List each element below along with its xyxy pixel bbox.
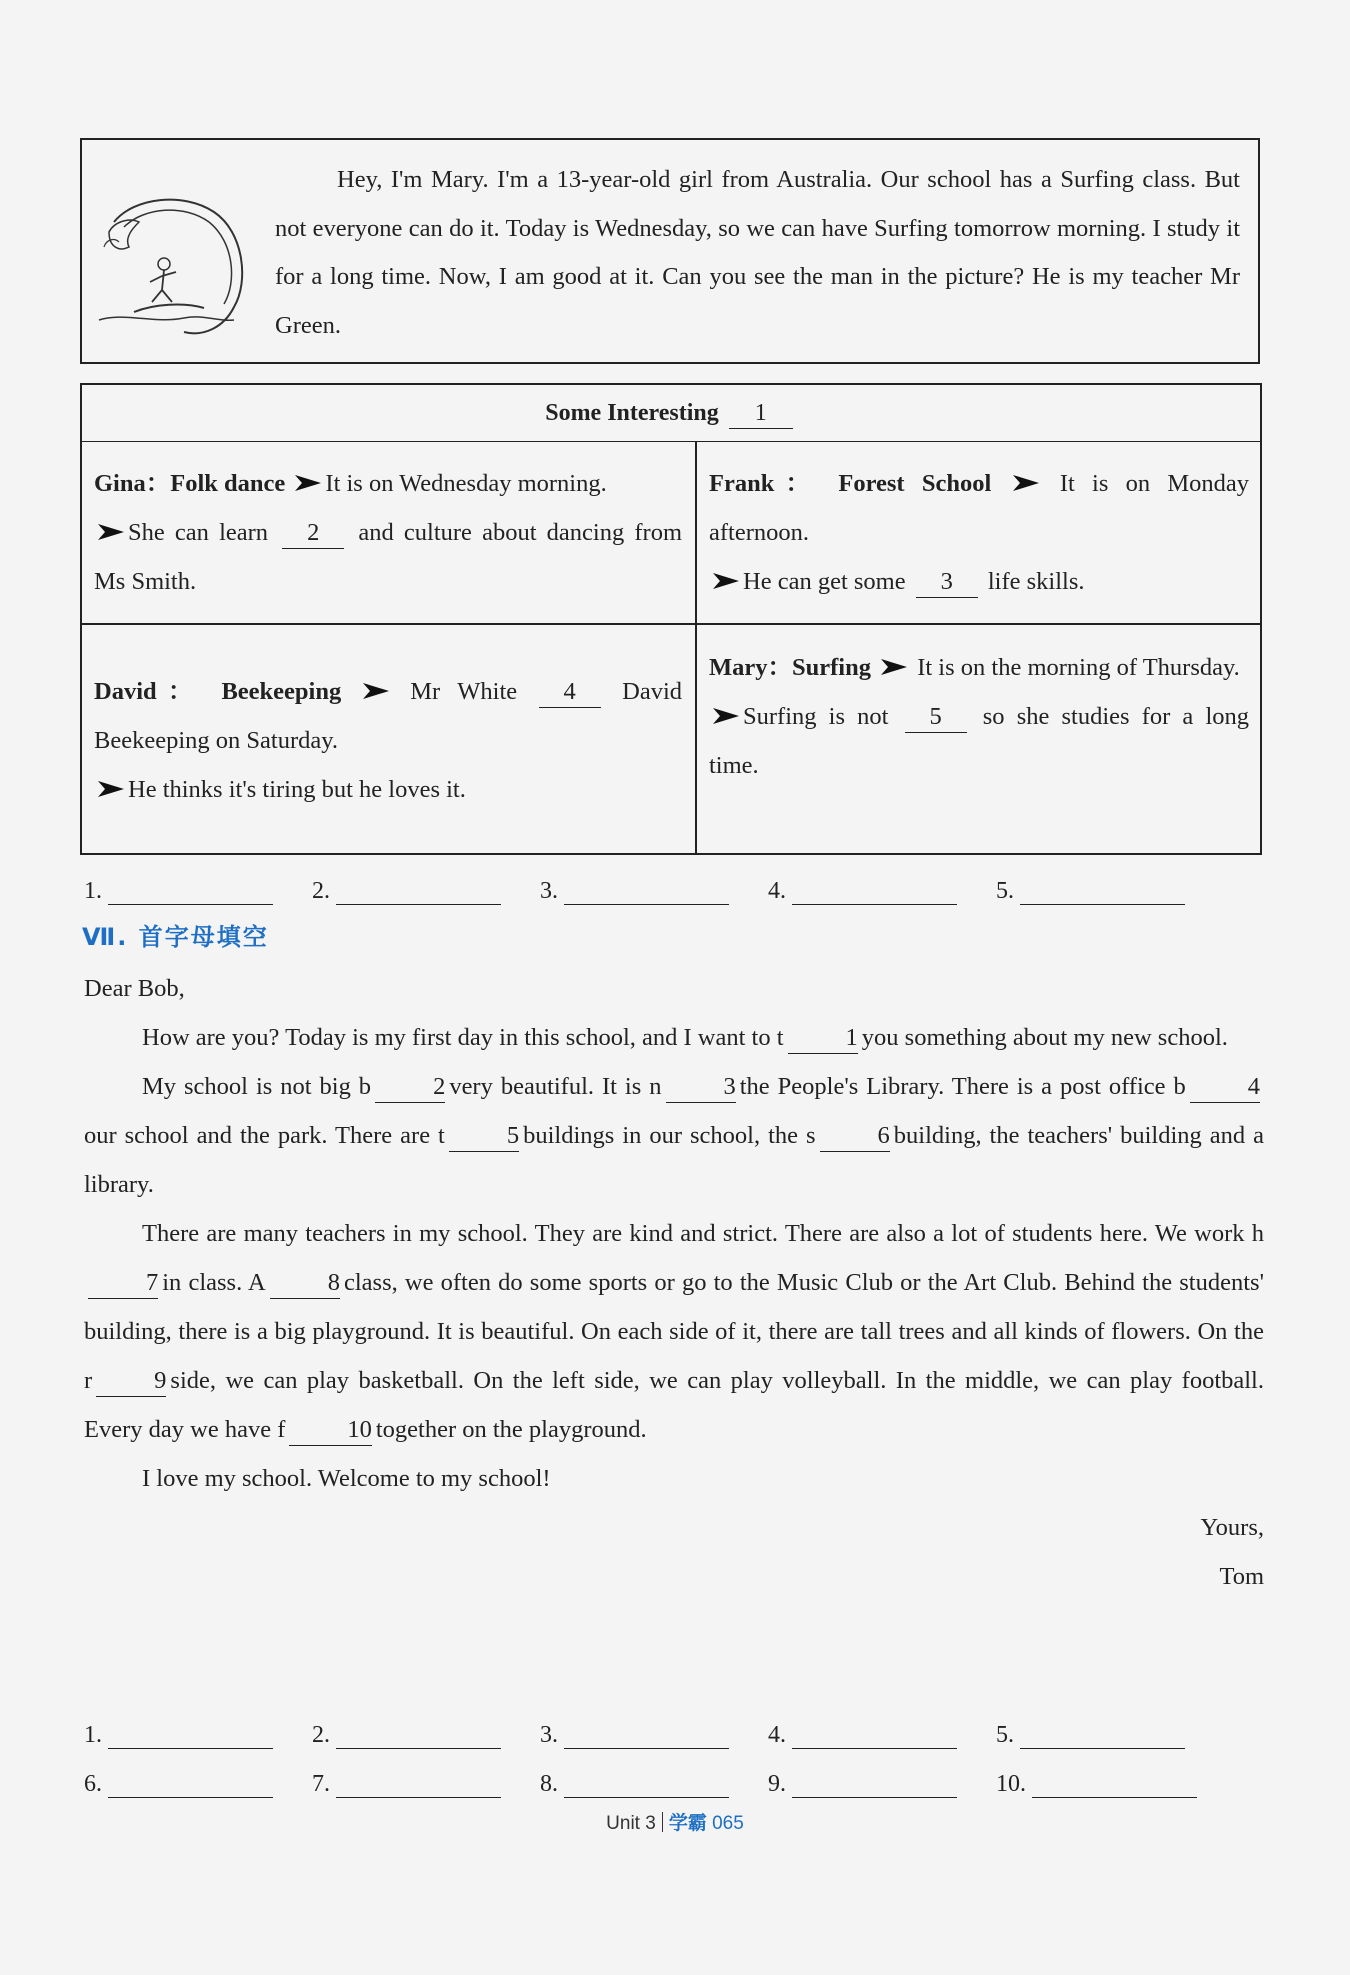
david-line1-post: David Beekeeping on Saturday. (94, 678, 683, 754)
answer-item[interactable] (84, 878, 312, 905)
blank-5: 5 (905, 702, 967, 733)
table-divider-horizontal (82, 623, 1260, 625)
footer-separator (662, 1812, 663, 1832)
letter-paragraph-4: I love my school. Welcome to my school! (142, 1465, 551, 1492)
letter-closing: Yours, (1200, 1514, 1264, 1541)
answer-line[interactable] (564, 880, 729, 905)
cell-mary: Mary：Surfing It is on the morning of Thursday. Surfing is not 5 so she studies for a long time. (709, 654, 1250, 779)
blank-l7: 7 (88, 1268, 158, 1299)
mary-line2-post: so she studies for a long time. (709, 703, 1250, 779)
answer-item[interactable] (312, 1771, 540, 1798)
frank-name: Frank (709, 470, 775, 497)
gina-line2-pre: She can learn (128, 519, 269, 546)
david-name: David (94, 678, 157, 705)
answer-line[interactable] (1020, 1724, 1185, 1749)
david-line2: He thinks it's tiring but he loves it. (128, 776, 466, 803)
blank-l2: 2 (375, 1072, 445, 1103)
intro-paragraph-text: Hey, I'm Mary. I'm a 13-year-old girl from Australia. Our school has a Surfing class. But not everyone can do it. Today is Wednesday, so we can have Surfing tomorrow morning. I study it for a long time. Now, I am good at it. Can you see the man in the picture? He is my teacher Mr Green. (275, 166, 1240, 339)
blank-l10: 10 (289, 1415, 372, 1446)
david-topic: Beekeeping (221, 678, 342, 705)
info-table (80, 383, 1262, 855)
blank-4: 4 (539, 677, 601, 708)
arrow-icon (711, 571, 741, 591)
blank-1: 1 (729, 398, 793, 429)
blank-l1: 1 (788, 1023, 858, 1054)
gina-name: Gina (94, 470, 146, 497)
letter-paragraph-3: There are many teachers in my school. They are kind and strict. There are also a lot of students here. We work h7 in class. A 8 class, we often do some sports or go to the Music Club or the Art Club. Behind the students' building, there is a big playground. It is beautiful. On each side of it, there are tall trees and all kinds of flowers. On the r 9 side, we can play basketball. On the left side, we can play volleyball. In the middle, we can play football. Every day we have f 10 together on the playground. (84, 1209, 1264, 1454)
blank-l9: 9 (96, 1366, 166, 1397)
answer-item[interactable] (540, 1771, 768, 1798)
answer-number: 7. (312, 1771, 330, 1797)
answer-item[interactable] (84, 1722, 312, 1749)
letter-greeting: Dear Bob, (84, 975, 185, 1002)
blank-l3: 3 (666, 1072, 736, 1103)
letter-passage (84, 964, 1264, 1601)
answer-line[interactable] (792, 880, 957, 905)
answer-number: 3. (540, 878, 558, 904)
arrow-icon (711, 706, 741, 726)
answer-line[interactable] (336, 1773, 501, 1798)
mary-line1: It is on the morning of Thursday. (917, 654, 1240, 681)
cell-david: David： Beekeeping Mr White 4 David Beekeeping on Saturday. He thinks it's tiring but he loves it. (94, 678, 683, 803)
answer-item[interactable] (996, 1771, 1224, 1798)
arrow-icon (361, 681, 391, 701)
arrow-icon (96, 779, 126, 799)
gina-line2-post: and culture about dancing from Ms Smith. (94, 519, 683, 595)
footer-brand: 学霸 (668, 1813, 707, 1834)
blank-l5: 5 (449, 1121, 519, 1152)
answer-row-letter-2 (84, 1771, 1224, 1798)
table-title (82, 385, 1260, 442)
answer-number: 2. (312, 878, 330, 904)
answer-item[interactable] (996, 1722, 1224, 1749)
answer-item[interactable] (768, 1722, 996, 1749)
answer-line[interactable] (792, 1724, 957, 1749)
arrow-icon (96, 522, 126, 542)
letter-paragraph-2: My school is not big b 2 very beautiful. It is n 3 the People's Library. There is a post office b 4our school and the park. There are t 5 buildings in our school, the s 6 building, the teachers' building and a library. (84, 1073, 1265, 1198)
answer-number: 1. (84, 878, 102, 904)
answer-item[interactable] (768, 1771, 996, 1798)
answer-number: 4. (768, 878, 786, 904)
answer-item[interactable] (312, 1722, 540, 1749)
frank-topic: Forest School (838, 470, 992, 497)
answer-number: 1. (84, 1722, 102, 1748)
answer-line[interactable] (564, 1724, 729, 1749)
frank-line1: It is on Monday afternoon. (709, 470, 1250, 546)
page-number: 065 (712, 1813, 744, 1834)
answer-number: 5. (996, 1722, 1014, 1748)
letter-paragraph-1: How are you? Today is my first day in this school, and I want to t 1 you something about my new school. (84, 1013, 1264, 1062)
blank-l4: 4 (1190, 1072, 1260, 1103)
answer-number: 4. (768, 1722, 786, 1748)
answer-item[interactable] (540, 878, 768, 905)
answer-line[interactable] (1032, 1773, 1197, 1798)
section-title: Ⅶ. 首字母填空 (82, 923, 269, 951)
footer-unit: Unit 3 (606, 1813, 656, 1834)
answer-row-table (84, 878, 1224, 905)
answer-number: 6. (84, 1771, 102, 1797)
answer-line[interactable] (1020, 880, 1185, 905)
cell-frank: Frank： Forest School It is on Monday afternoon. He can get some 3 life skills. (709, 459, 1249, 606)
cell-gina: Gina：Folk dance It is on Wednesday morning. She can learn 2 and culture about dancing from Ms Smith. (94, 470, 683, 595)
mary-topic: Surfing (792, 654, 871, 681)
answer-number: 3. (540, 1722, 558, 1748)
answer-item[interactable] (312, 878, 540, 905)
david-line1-pre: Mr White (410, 678, 518, 705)
answer-line[interactable] (108, 1773, 273, 1798)
arrow-icon (293, 473, 323, 493)
intro-passage-box (80, 138, 1260, 364)
answer-number: 9. (768, 1771, 786, 1797)
answer-line[interactable] (336, 1724, 501, 1749)
gina-topic: Folk dance (170, 470, 286, 497)
gina-line1: It is on Wednesday morning. (325, 470, 607, 497)
answer-number: 5. (996, 878, 1014, 904)
intro-paragraph (275, 156, 1240, 350)
blank-l6: 6 (820, 1121, 890, 1152)
answer-line[interactable] (108, 1724, 273, 1749)
blank-3: 3 (916, 567, 978, 598)
table-title-text: Some Interesting (545, 399, 719, 426)
arrow-icon (1011, 473, 1041, 493)
answer-item[interactable] (768, 878, 996, 905)
answer-line[interactable] (564, 1773, 729, 1798)
answer-line[interactable] (108, 880, 273, 905)
answer-line[interactable] (792, 1773, 957, 1798)
letter-signature: Tom (1219, 1563, 1264, 1590)
answer-number: 8. (540, 1771, 558, 1797)
mary-line2-pre: Surfing is not (743, 703, 889, 730)
table-divider-vertical (695, 441, 697, 855)
frank-line2-post: life skills. (987, 568, 1085, 595)
answer-row-letter-1 (84, 1722, 1224, 1749)
page-footer (0, 1808, 1350, 1835)
answer-item[interactable] (996, 878, 1224, 905)
frank-line2-pre: He can get some (743, 568, 906, 595)
answer-item[interactable] (84, 1771, 312, 1798)
answer-number: 2. (312, 1722, 330, 1748)
blank-l8: 8 (270, 1268, 340, 1299)
answer-line[interactable] (336, 880, 501, 905)
blank-2: 2 (282, 518, 344, 549)
answer-item[interactable] (540, 1722, 768, 1749)
mary-name: Mary (709, 654, 768, 681)
answer-number: 10. (996, 1771, 1026, 1797)
arrow-icon (879, 657, 909, 677)
surfer-wave-illustration (94, 192, 254, 337)
